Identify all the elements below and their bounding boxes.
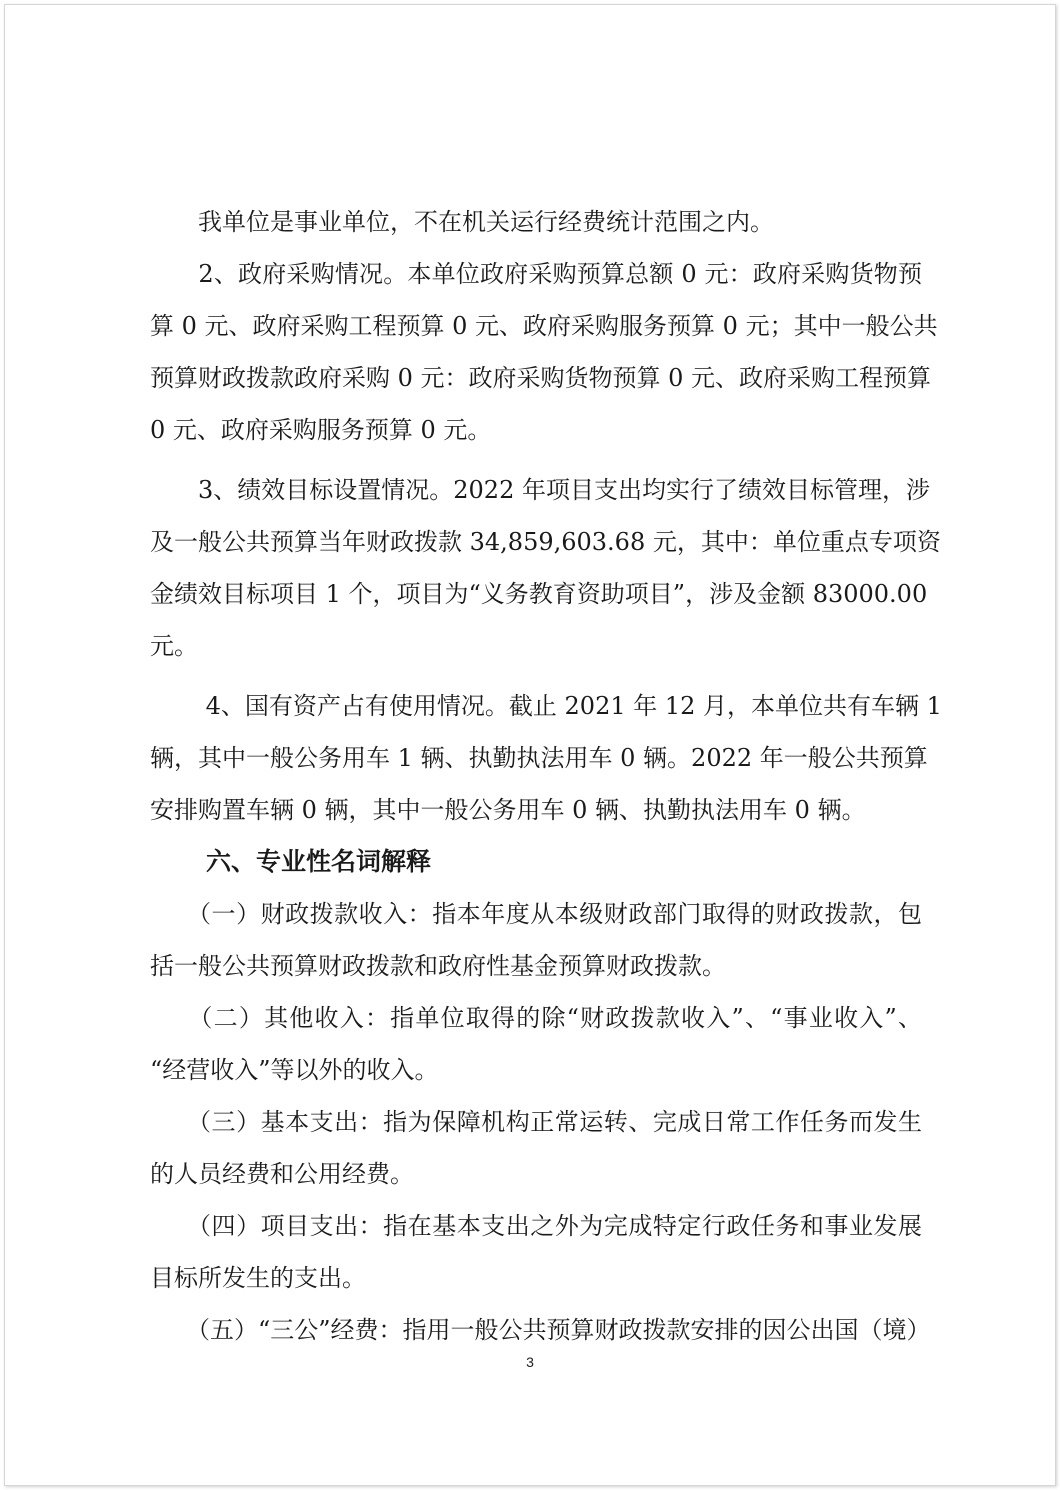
section-heading-glossary: 六、专业性名词解释: [206, 847, 432, 876]
paragraph-performance-targets: [150, 464, 941, 672]
paragraph-line: 的人员经费和公用经费。: [150, 1160, 414, 1188]
paragraph-line: 元。: [150, 632, 198, 660]
paragraph-operating-expenses: [150, 196, 922, 248]
paragraph-line: 括一般公共预算财政拨款和政府性基金预算财政拨款。: [150, 952, 726, 980]
paragraph-line: 预算财政拨款政府采购 0 元：政府采购货物预算 0 元、政府采购工程预算: [150, 364, 932, 392]
paragraph-line: （一）财政拨款收入：指本年度从本级财政部门取得的财政拨款，包: [150, 900, 922, 928]
paragraph-line: 4、国有资产占有使用情况。截止 2021 年 12 月，本单位共有车辆 1: [150, 692, 942, 720]
paragraph-government-procurement: [150, 248, 938, 456]
paragraph-line: （四）项目支出：指在基本支出之外为完成特定行政任务和事业发展: [150, 1212, 922, 1240]
definition-other-income: [150, 992, 922, 1096]
definition-basic-expenditure: [150, 1096, 922, 1200]
paragraph-line: （二）其他收入：指单位取得的除“财政拨款收入”、“事业收入”、: [150, 1004, 922, 1032]
definition-three-public-expenses: [150, 1304, 931, 1356]
paragraph-line: “经营收入”等以外的收入。: [150, 1056, 439, 1084]
paragraph-line: 及一般公共预算当年财政拨款 34,859,603.68 元，其中：单位重点专项资: [150, 528, 941, 556]
paragraph-line: 算 0 元、政府采购工程预算 0 元、政府采购服务预算 0 元；其中一般公共: [150, 312, 938, 340]
page-number: 3: [526, 1354, 534, 1370]
definition-fiscal-appropriation: [150, 888, 922, 992]
paragraph-line: （五）“三公”经费：指用一般公共预算财政拨款安排的因公出国（境）: [150, 1316, 931, 1344]
paragraph-line: 我单位是事业单位，不在机关运行经费统计范围之内。: [150, 208, 774, 236]
paragraph-line: 安排购置车辆 0 辆，其中一般公务用车 0 辆、执勤执法用车 0 辆。: [150, 796, 866, 824]
paragraph-line: 目标所发生的支出。: [150, 1264, 366, 1292]
paragraph-line: 3、绩效目标设置情况。2022 年项目支出均实行了绩效目标管理，涉: [150, 476, 930, 504]
paragraph-line: 辆，其中一般公务用车 1 辆、执勤执法用车 0 辆。2022 年一般公共预算: [150, 744, 928, 772]
paragraph-state-assets: [150, 680, 942, 836]
paragraph-line: 0 元、政府采购服务预算 0 元。: [150, 416, 492, 444]
paragraph-line: 金绩效目标项目 1 个，项目为“义务教育资助项目”，涉及金额 83000.00: [150, 580, 928, 608]
definition-project-expenditure: [150, 1200, 922, 1304]
document-body: [150, 196, 942, 1356]
paragraph-line: （三）基本支出：指为保障机构正常运转、完成日常工作任务而发生: [150, 1108, 922, 1136]
paragraph-line: 2、政府采购情况。本单位政府采购预算总额 0 元：政府采购货物预: [150, 260, 922, 288]
